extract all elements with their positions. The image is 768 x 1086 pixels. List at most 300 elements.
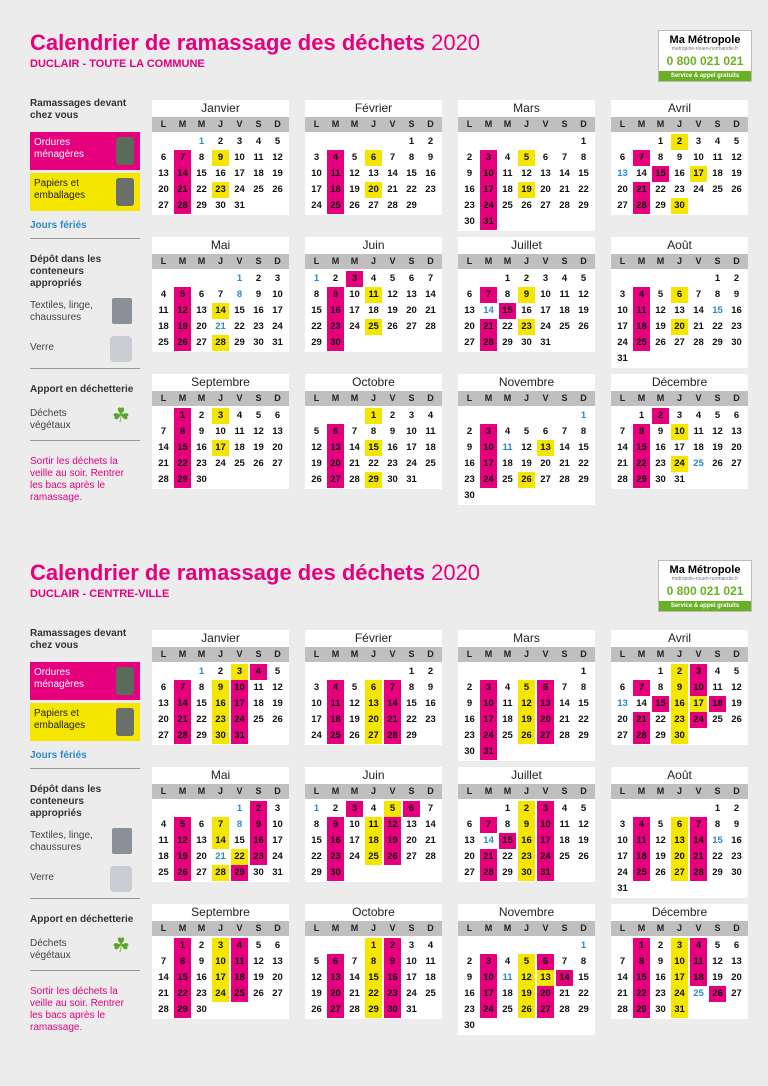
calendar-day: 25	[231, 986, 248, 1002]
calendar-day: 13	[158, 168, 169, 179]
weekday-label: M	[178, 923, 187, 933]
calendar-day: 5	[714, 940, 721, 951]
month-calendar	[611, 237, 748, 368]
calendar-day: 5	[274, 136, 281, 147]
calendar-day: 30	[464, 490, 475, 501]
weekday-header	[152, 254, 289, 269]
calendar-day: 10	[690, 680, 707, 696]
weekday-label: V	[542, 256, 549, 266]
weekday-label: S	[255, 923, 262, 933]
calendar-day: 31	[537, 865, 554, 881]
calendar-day: 9	[466, 698, 473, 709]
calendar-day: 2	[198, 410, 205, 421]
calendar-day: 12	[272, 152, 283, 163]
weekday-label: L	[466, 649, 473, 659]
calendar-day: 15	[406, 168, 417, 179]
calendar-day: 7	[174, 680, 191, 696]
calendar-day: 29	[502, 867, 513, 878]
calendar-day: 14	[425, 289, 436, 300]
title-year: 2020	[431, 30, 481, 55]
divider	[30, 238, 140, 239]
calendar-day: 11	[253, 682, 264, 693]
calendar-day: 26	[712, 458, 723, 469]
calendar-day: 23	[253, 321, 264, 332]
calendar-day: 10	[406, 956, 417, 967]
calendar-day: 27	[671, 865, 688, 881]
logo-url: metropole-rouen-normandie.fr	[671, 46, 739, 52]
calendar-day: 23	[425, 714, 436, 725]
calendar-day: 21	[633, 182, 650, 198]
weekday-label: S	[408, 119, 415, 129]
calendar-day: 22	[578, 714, 589, 725]
calendar-day: 23	[212, 182, 229, 198]
calendar-day: 12	[712, 956, 723, 967]
month-name: Avril	[667, 631, 692, 645]
calendar-day: 14	[617, 442, 628, 453]
weekday-label: V	[542, 786, 549, 796]
calendar-day: 2	[217, 666, 224, 677]
calendar-day: 3	[231, 664, 248, 680]
calendar-day: 9	[733, 289, 740, 300]
weekday-label: V	[695, 119, 702, 129]
month-name: Octobre	[352, 375, 395, 389]
calendar-day: 24	[540, 321, 551, 332]
legend-ordures-label: Ordures ménagères	[34, 667, 85, 690]
calendar-day: 2	[332, 803, 339, 814]
calendar-day: 19	[174, 319, 191, 335]
calendar-day: 4	[633, 287, 650, 303]
weekday-label: D	[274, 649, 281, 659]
weekday-label: M	[656, 786, 665, 796]
calendar-day: 19	[349, 714, 360, 725]
calendar-day: 9	[518, 817, 535, 833]
calendar-day: 1	[657, 666, 664, 677]
weekday-label: V	[695, 393, 702, 403]
calendar-day: 6	[671, 817, 688, 833]
calendar-day: 19	[731, 698, 742, 709]
calendar-day: 6	[733, 410, 740, 421]
legend-vegetaux: Déchets végétaux	[30, 938, 71, 961]
calendar-day: 24	[480, 1002, 497, 1018]
calendar-day: 29	[655, 730, 666, 741]
logo-url: metropole-rouen-normandie.fr	[671, 576, 739, 582]
calendar-day: 17	[537, 833, 554, 849]
weekday-label: S	[255, 119, 262, 129]
leaf-icon: ☘	[112, 405, 130, 427]
calendar-day: 4	[504, 152, 511, 163]
calendar-day: 21	[559, 458, 570, 469]
calendar-day: 20	[464, 851, 475, 862]
calendar-day: 20	[731, 972, 742, 983]
month-name: Mai	[210, 768, 231, 782]
weekday-label: D	[274, 393, 281, 403]
calendar-day: 24	[671, 456, 688, 472]
calendar-day: 9	[676, 152, 683, 163]
calendar-day: 3	[695, 136, 702, 147]
calendar-day: 9	[657, 956, 664, 967]
calendar-day: 21	[559, 714, 570, 725]
calendar-day: 4	[633, 817, 650, 833]
calendar-day: 26	[578, 321, 589, 332]
calendar-day: 16	[464, 988, 475, 999]
calendar-day: 24	[349, 851, 360, 862]
calendar-day: 6	[619, 682, 626, 693]
weekday-label: V	[236, 256, 243, 266]
legend-ordures	[30, 132, 140, 170]
calendar-day: 27	[617, 730, 628, 741]
legend-vegetaux: Déchets végétaux	[30, 408, 71, 431]
calendar-day: 22	[578, 184, 589, 195]
calendar-day: 7	[619, 426, 626, 437]
calendar-day: 25	[253, 184, 264, 195]
weekday-label: M	[350, 119, 359, 129]
calendar-day: 1	[657, 136, 664, 147]
weekday-label: D	[733, 119, 740, 129]
calendar-day: 24	[406, 458, 417, 469]
weekday-label: M	[350, 923, 359, 933]
calendar-day: 28	[174, 198, 191, 214]
calendar-day: 29	[578, 730, 589, 741]
calendar-day: 30	[671, 728, 688, 744]
month-name: Juin	[362, 238, 385, 252]
weekday-label: V	[542, 923, 549, 933]
calendar-day: 11	[690, 954, 707, 970]
calendar-day: 26	[578, 851, 589, 862]
calendar-day: 21	[617, 458, 628, 469]
calendar-day: 20	[327, 986, 344, 1002]
weekday-label: J	[676, 119, 682, 129]
legend-heading-collection: Ramassages devant chez vous	[30, 628, 127, 651]
calendar-day: 8	[174, 954, 191, 970]
calendar-day: 14	[636, 168, 647, 179]
calendar-day: 31	[406, 1004, 417, 1015]
calendar-day: 24	[480, 728, 497, 744]
calendar-day: 20	[671, 849, 688, 865]
calendar-day: 3	[542, 273, 549, 284]
calendar-day: 11	[234, 426, 245, 437]
calendar-day: 30	[253, 337, 264, 348]
calendar-day: 4	[236, 410, 243, 421]
calendar-day: 9	[250, 817, 267, 833]
calendar-day: 1	[504, 273, 511, 284]
calendar-day: 23	[464, 730, 475, 741]
calendar-day: 2	[733, 803, 740, 814]
month-calendar	[305, 767, 442, 882]
calendar-day: 8	[198, 682, 205, 693]
calendar-day: 4	[160, 289, 167, 300]
calendar-day: 5	[733, 136, 740, 147]
calendar-day: 6	[466, 289, 473, 300]
weekday-label: M	[197, 923, 206, 933]
weekday-label: M	[178, 256, 187, 266]
weekday-label: L	[619, 923, 626, 933]
calendar-day: 3	[212, 938, 229, 954]
calendar-day: 14	[349, 972, 360, 983]
calendar-day: 9	[427, 682, 434, 693]
calendar-day: 10	[480, 696, 497, 712]
calendar-day: 2	[427, 136, 434, 147]
weekday-label: D	[733, 923, 740, 933]
calendar-day: 13	[537, 970, 554, 986]
calendar-day: 9	[466, 442, 473, 453]
weekday-label: M	[350, 256, 359, 266]
calendar-day: 11	[425, 426, 436, 437]
calendar-day: 12	[174, 833, 191, 849]
calendar-day: 15	[578, 168, 589, 179]
calendar-day: 26	[731, 714, 742, 725]
calendar-day: 17	[234, 168, 245, 179]
weekday-label: S	[255, 256, 262, 266]
calendar-day: 23	[387, 458, 398, 469]
weekday-label: D	[580, 393, 587, 403]
calendar-day: 13	[368, 168, 379, 179]
calendar-day: 18	[633, 319, 650, 335]
calendar-day: 29	[655, 200, 666, 211]
weekday-label: S	[408, 923, 415, 933]
calendar-day: 12	[655, 835, 666, 846]
calendar-day: 18	[559, 835, 570, 846]
weekday-label: V	[236, 393, 243, 403]
calendar-day: 6	[671, 287, 688, 303]
calendar-day: 22	[406, 184, 417, 195]
calendar-day: 31	[406, 474, 417, 485]
calendar-day: 22	[633, 456, 650, 472]
calendar-day: 3	[676, 410, 683, 421]
calendar-day: 5	[274, 666, 281, 677]
month-calendar	[305, 630, 442, 745]
calendar-day: 17	[480, 986, 497, 1002]
calendar-day: 28	[693, 337, 704, 348]
weekday-label: D	[427, 649, 434, 659]
calendar-day: 2	[255, 273, 262, 284]
calendar-day: 3	[408, 410, 415, 421]
calendar-day: 3	[480, 954, 497, 970]
instructions-note: Sortir les déchets la veille au soir. Rentrer les bacs après le ramassage.	[30, 986, 124, 1033]
calendar-day: 14	[387, 168, 398, 179]
calendar-day: 12	[731, 152, 742, 163]
calendar-day: 30	[327, 335, 344, 351]
calendar-day: 27	[327, 1002, 344, 1018]
calendar-day: 13	[327, 440, 344, 456]
calendar-day: 2	[466, 956, 473, 967]
legend-papiers-label: Papiers et emballages	[34, 178, 86, 201]
weekday-header	[152, 784, 289, 799]
calendar-day: 18	[234, 442, 245, 453]
calendar-day: 26	[655, 867, 666, 878]
calendar-day: 26	[384, 849, 401, 865]
weekday-label: L	[466, 393, 473, 403]
legend-heading-collection: Ramassages devant chez vous	[30, 98, 127, 121]
calendar-day: 8	[408, 682, 415, 693]
calendar-day: 23	[655, 988, 666, 999]
weekday-label: M	[656, 256, 665, 266]
divider	[30, 768, 140, 769]
calendar-day: 1	[174, 408, 191, 424]
calendar-day: 25	[502, 1004, 513, 1015]
calendar-day: 30	[521, 337, 532, 348]
weekday-header	[611, 647, 748, 662]
calendar-day: 11	[559, 289, 570, 300]
calendar-day: 29	[406, 730, 417, 741]
calendar-day: 15	[578, 442, 589, 453]
calendar-day: 15	[174, 970, 191, 986]
calendar-day: 11	[327, 166, 344, 182]
calendar-day: 6	[274, 940, 281, 951]
calendar-day: 25	[633, 335, 650, 351]
calendar-day: 21	[215, 851, 226, 862]
calendar-day: 3	[313, 152, 320, 163]
calendar-day: 4	[427, 410, 434, 421]
calendar-day: 13	[731, 426, 742, 437]
calendar-day: 21	[480, 849, 497, 865]
calendar-day: 5	[714, 410, 721, 421]
calendar-day: 7	[633, 680, 650, 696]
calendar-day: 27	[196, 867, 207, 878]
calendar-day: 15	[652, 166, 669, 182]
weekday-label: J	[523, 393, 529, 403]
calendar-day: 11	[327, 696, 344, 712]
month-name: Septembre	[191, 375, 250, 389]
calendar-day: 16	[464, 184, 475, 195]
divider	[30, 368, 140, 369]
calendar-day: 5	[351, 682, 358, 693]
calendar-day: 21	[690, 849, 707, 865]
calendar-day: 27	[368, 200, 379, 211]
calendar-day: 20	[464, 321, 475, 332]
calendar-day: 7	[174, 150, 191, 166]
calendar-day: 26	[349, 200, 360, 211]
calendar-day: 24	[617, 867, 628, 878]
divider	[30, 970, 140, 971]
calendar-day: 26	[521, 200, 532, 211]
calendar-day: 30	[655, 1004, 666, 1015]
calendar-day: 22	[578, 458, 589, 469]
calendar-day: 17	[311, 714, 322, 725]
calendar-day: 13	[196, 835, 207, 846]
calendar-day: 20	[327, 456, 344, 472]
calendar-day: 6	[327, 424, 344, 440]
calendar-day: 27	[196, 337, 207, 348]
month-calendar	[152, 904, 289, 1019]
calendar-day: 8	[313, 289, 320, 300]
calendar-day: 3	[274, 273, 281, 284]
calendar-day: 11	[559, 819, 570, 830]
calendar-day: 30	[212, 728, 229, 744]
weekday-label: L	[619, 256, 626, 266]
weekday-label: L	[466, 786, 473, 796]
calendar-day: 12	[731, 682, 742, 693]
calendar-day: 21	[480, 319, 497, 335]
calendar-day: 16	[518, 833, 535, 849]
calendar-day: 21	[425, 835, 436, 846]
calendar-day: 11	[712, 152, 723, 163]
month-calendar	[152, 767, 289, 882]
calendar-day: 23	[250, 849, 267, 865]
leaf-icon: ☘	[112, 935, 130, 957]
calendar-day: 24	[406, 988, 417, 999]
calendar-day: 15	[365, 440, 382, 456]
weekday-label: V	[389, 649, 396, 659]
calendar-day: 9	[198, 956, 205, 967]
calendar-day: 28	[425, 851, 436, 862]
weekday-label: M	[331, 393, 340, 403]
calendar-day: 11	[365, 287, 382, 303]
calendar-day: 21	[349, 458, 360, 469]
calendar-day: 7	[384, 680, 401, 696]
calendar-day: 29	[365, 472, 382, 488]
weekday-label: L	[160, 256, 167, 266]
calendar-day: 1	[198, 666, 205, 677]
calendar-day: 27	[272, 988, 283, 999]
calendar-day: 7	[561, 426, 568, 437]
calendar-day: 13	[272, 956, 283, 967]
calendar-day: 13	[406, 819, 417, 830]
calendar-day: 3	[619, 289, 626, 300]
calendar-day: 12	[518, 696, 535, 712]
calendar-day: 10	[537, 817, 554, 833]
calendar-day: 26	[518, 728, 535, 744]
calendar-day: 8	[580, 152, 587, 163]
weekday-label: J	[523, 256, 529, 266]
weekday-label: M	[178, 393, 187, 403]
calendar-day: 2	[671, 134, 688, 150]
calendar-day: 16	[655, 972, 666, 983]
calendar-day: 29	[231, 865, 248, 881]
calendar-day: 1	[633, 938, 650, 954]
month-name: Août	[667, 768, 692, 782]
month-calendar	[305, 374, 442, 489]
calendar-day: 4	[561, 273, 568, 284]
month-calendar	[458, 767, 595, 882]
calendar-day: 28	[158, 474, 169, 485]
calendar-day: 28	[633, 728, 650, 744]
calendar-day: 3	[480, 680, 497, 696]
weekday-label: S	[561, 119, 568, 129]
page-title	[30, 30, 480, 56]
calendar-day: 27	[365, 728, 382, 744]
calendar-day: 10	[617, 305, 628, 316]
weekday-label: V	[389, 393, 396, 403]
weekday-label: L	[619, 119, 626, 129]
calendar-day: 20	[406, 305, 417, 316]
calendar-day: 26	[311, 1004, 322, 1015]
calendar-day: 14	[559, 698, 570, 709]
calendar-day: 9	[518, 287, 535, 303]
calendar-day: 28	[690, 865, 707, 881]
weekday-label: S	[408, 786, 415, 796]
calendar-day: 20	[196, 851, 207, 862]
month-name: Janvier	[201, 631, 240, 645]
weekday-header	[458, 254, 595, 269]
weekday-header	[305, 254, 442, 269]
calendar-day: 26	[731, 184, 742, 195]
calendar-day: 26	[518, 1002, 535, 1018]
calendar-day: 20	[196, 321, 207, 332]
calendar-day: 14	[559, 442, 570, 453]
calendar-day: 14	[212, 303, 229, 319]
subtitle: DUCLAIR - TOUTE LA COMMUNE	[30, 58, 205, 70]
calendar-day: 26	[253, 988, 264, 999]
calendar-day: 10	[480, 970, 497, 986]
calendar-day: 26	[174, 865, 191, 881]
calendar-day: 13	[464, 835, 475, 846]
divider	[30, 898, 140, 899]
weekday-label: M	[656, 393, 665, 403]
calendar-day: 30	[731, 337, 742, 348]
calendar-day: 29	[234, 337, 245, 348]
calendar-day: 25	[425, 458, 436, 469]
weekday-header	[611, 921, 748, 936]
